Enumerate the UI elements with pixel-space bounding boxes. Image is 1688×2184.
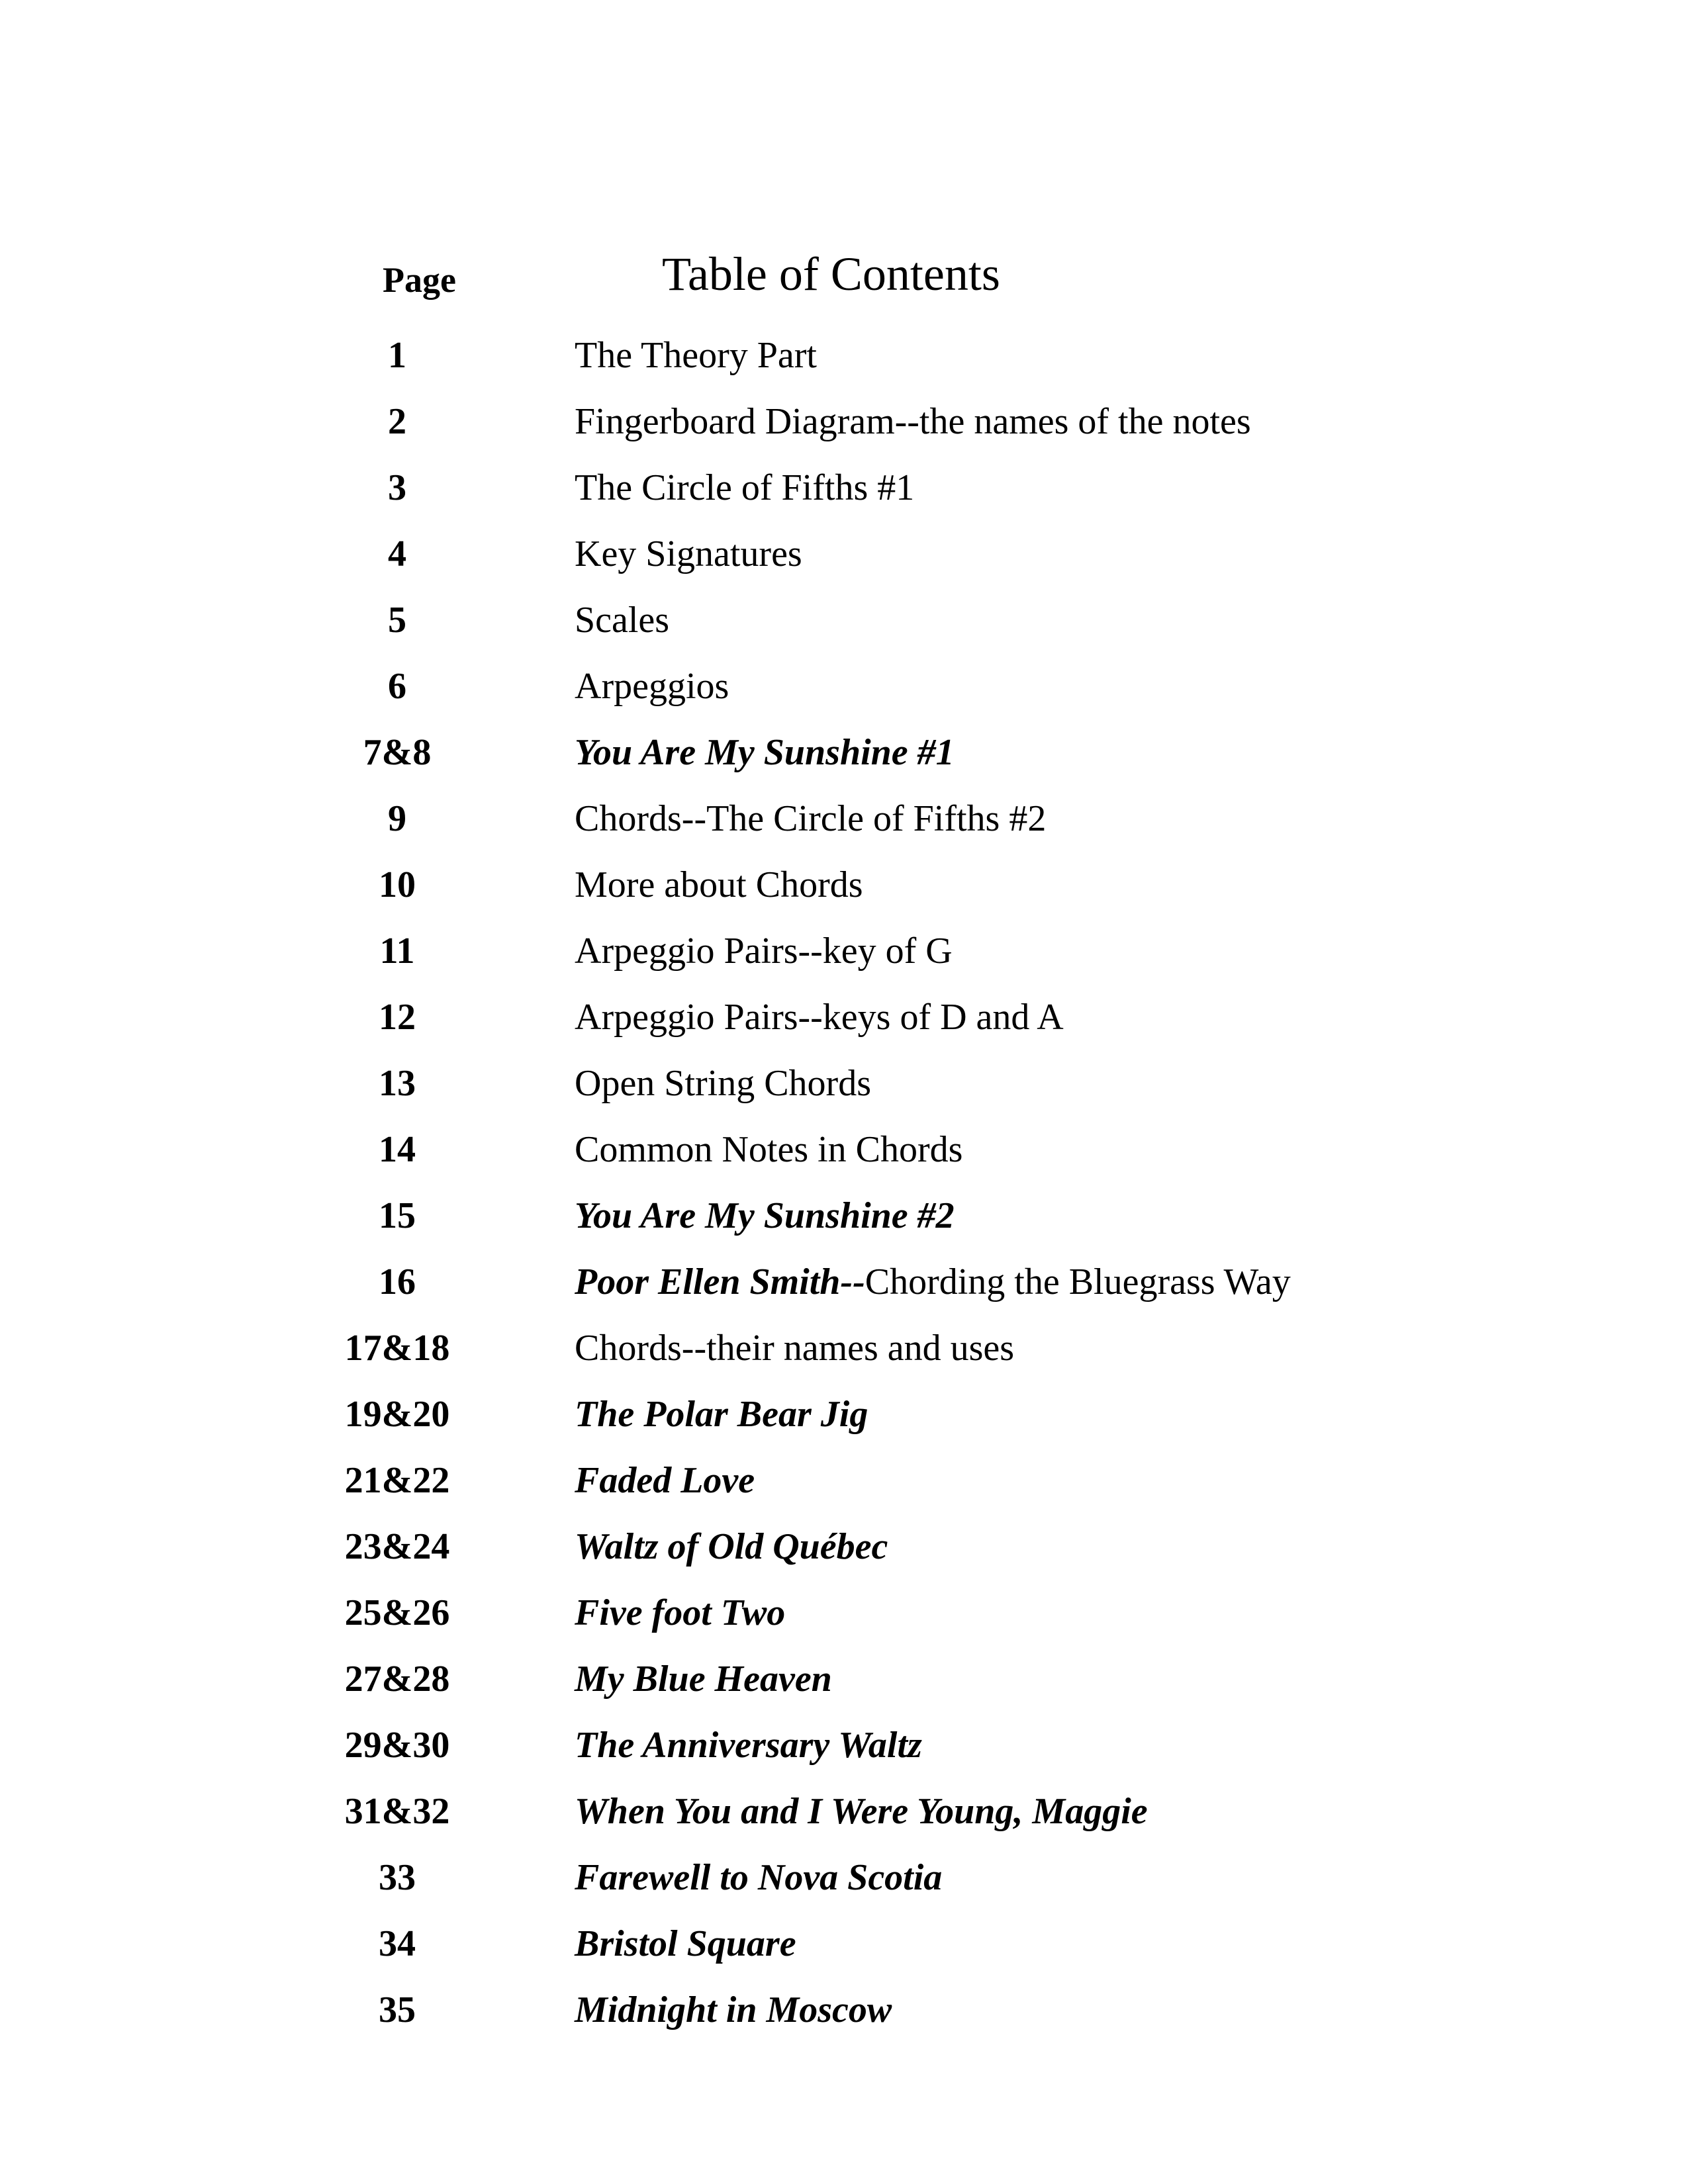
toc-row	[0, 1580, 1688, 1646]
toc-entry-title	[575, 535, 802, 572]
toc-entry-title	[575, 602, 669, 639]
toc-entry-title	[575, 1330, 1014, 1367]
toc-page-number: 14	[379, 1129, 416, 1170]
toc-entry-plain-text: Common Notes in Chords	[575, 1129, 963, 1170]
toc-entry-title	[575, 1727, 922, 1764]
toc-entry-title	[575, 1462, 755, 1499]
toc-entry-plain-text: Arpeggio Pairs--keys of D and A	[575, 997, 1064, 1038]
toc-row	[0, 852, 1688, 918]
toc-page-number: 3	[388, 467, 406, 508]
toc-page-number: 12	[379, 997, 416, 1038]
toc-row	[0, 1778, 1688, 1844]
toc-page-number: 17&18	[344, 1328, 450, 1369]
toc-entry-plain-text: Arpeggio Pairs--key of G	[575, 931, 953, 972]
toc-page-number: 5	[388, 600, 406, 641]
toc-entry-plain-text: The Theory Part	[575, 335, 817, 376]
toc-page-number: 9	[388, 798, 406, 839]
toc-page-number: 29&30	[344, 1725, 450, 1766]
toc-row	[0, 455, 1688, 521]
toc-page-number: 1	[388, 335, 406, 376]
toc-entry-title	[575, 1528, 888, 1565]
toc-row	[0, 918, 1688, 984]
toc-page-number: 13	[379, 1063, 416, 1104]
toc-page-number: 23&24	[344, 1526, 450, 1567]
toc-row	[0, 1977, 1688, 2043]
toc-row	[0, 1514, 1688, 1580]
toc-entry-plain-text: The Circle of Fifths #1	[575, 467, 915, 508]
toc-row	[0, 322, 1688, 388]
toc-entry-song-text: Faded Love	[575, 1460, 755, 1501]
toc-entry-song-text: You Are My Sunshine #1	[575, 732, 955, 773]
toc-entry-song-text: Farewell to Nova Scotia	[575, 1857, 943, 1898]
toc-entry-plain-text: Open String Chords	[575, 1063, 871, 1104]
toc-entry-song-text: You Are My Sunshine #2	[575, 1195, 955, 1236]
toc-entry-song-text: Midnight in Moscow	[575, 1989, 892, 2030]
toc-entry-title	[575, 337, 817, 374]
toc-entry-plain-text: Scales	[575, 600, 670, 641]
toc-page-number: 31&32	[344, 1791, 450, 1832]
toc-entry-title	[575, 933, 953, 970]
toc-page-number: 35	[379, 1989, 416, 2030]
toc-row	[0, 719, 1688, 786]
toc-list	[0, 322, 1688, 2043]
toc-entry-title	[575, 1263, 1291, 1300]
toc-page-number: 16	[379, 1261, 416, 1302]
page-title: Table of Contents	[662, 248, 1000, 300]
toc-page-number: 4	[388, 533, 406, 574]
toc-page-number: 2	[388, 401, 406, 442]
toc-page-number: 25&26	[344, 1592, 450, 1633]
toc-entry-plain-text: Arpeggios	[575, 666, 729, 707]
toc-row	[0, 1646, 1688, 1712]
toc-page-number: 6	[388, 666, 406, 707]
toc-row	[0, 1911, 1688, 1977]
toc-row	[0, 1844, 1688, 1911]
toc-row	[0, 1050, 1688, 1116]
toc-entry-title	[575, 1131, 962, 1168]
toc-page-number: 33	[379, 1857, 416, 1898]
toc-row	[0, 1315, 1688, 1381]
toc-page-number: 11	[379, 931, 415, 972]
toc-entry-title	[575, 469, 914, 506]
toc-row	[0, 653, 1688, 719]
toc-page-number: 15	[379, 1195, 416, 1236]
toc-entry-song-text: The Polar Bear Jig	[575, 1394, 868, 1435]
toc-entry-title	[575, 800, 1046, 837]
toc-entry-title	[575, 999, 1064, 1036]
toc-entry-title	[575, 403, 1251, 440]
toc-entry-plain-text: Chords--The Circle of Fifths #2	[575, 798, 1047, 839]
toc-entry-song-text: The Anniversary Waltz	[575, 1725, 922, 1766]
toc-entry-title	[575, 1594, 785, 1631]
toc-entry-plain-text: Fingerboard Diagram--the names of the notes	[575, 401, 1251, 442]
toc-entry-title	[575, 668, 729, 705]
toc-entry-title	[575, 1793, 1148, 1830]
toc-entry-song-text: When You and I Were Young, Maggie	[575, 1791, 1148, 1832]
toc-row	[0, 587, 1688, 653]
toc-entry-plain-text: Key Signatures	[575, 533, 802, 574]
toc-row	[0, 521, 1688, 587]
toc-entry-title	[575, 1925, 796, 1962]
toc-row	[0, 1249, 1688, 1315]
toc-entry-title	[575, 734, 955, 771]
toc-entry-title	[575, 1859, 942, 1896]
toc-entry-title	[575, 866, 863, 903]
toc-entry-song-text: My Blue Heaven	[575, 1659, 832, 1700]
toc-row	[0, 786, 1688, 852]
toc-row	[0, 1183, 1688, 1249]
toc-row	[0, 388, 1688, 455]
toc-entry-title	[575, 1396, 868, 1433]
toc-row	[0, 1116, 1688, 1183]
toc-entry-plain-text: Chords--their names and uses	[575, 1328, 1015, 1369]
toc-row	[0, 984, 1688, 1050]
toc-page-number: 10	[379, 864, 416, 905]
toc-entry-plain-text: More about Chords	[575, 864, 863, 905]
toc-entry-title	[575, 1661, 832, 1698]
toc-row	[0, 1712, 1688, 1778]
toc-page-number: 34	[379, 1923, 416, 1964]
toc-entry-title	[575, 1197, 955, 1234]
toc-page-number: 7&8	[363, 732, 432, 773]
toc-page-number: 27&28	[344, 1659, 450, 1700]
page-column-label: Page	[383, 260, 456, 300]
toc-page-number: 19&20	[344, 1394, 450, 1435]
toc-entry-song-text: Poor Ellen Smith--	[575, 1261, 865, 1302]
toc-page-number: 21&22	[344, 1460, 450, 1501]
toc-entry-song-text: Waltz of Old Québec	[575, 1526, 888, 1567]
toc-row	[0, 1447, 1688, 1514]
toc-entry-title	[575, 1991, 892, 2028]
toc-row	[0, 1381, 1688, 1447]
toc-entry-song-text: Bristol Square	[575, 1923, 796, 1964]
toc-entry-title	[575, 1065, 871, 1102]
toc-entry-plain-text: Chording the Bluegrass Way	[865, 1261, 1291, 1302]
toc-entry-song-text: Five foot Two	[575, 1592, 786, 1633]
